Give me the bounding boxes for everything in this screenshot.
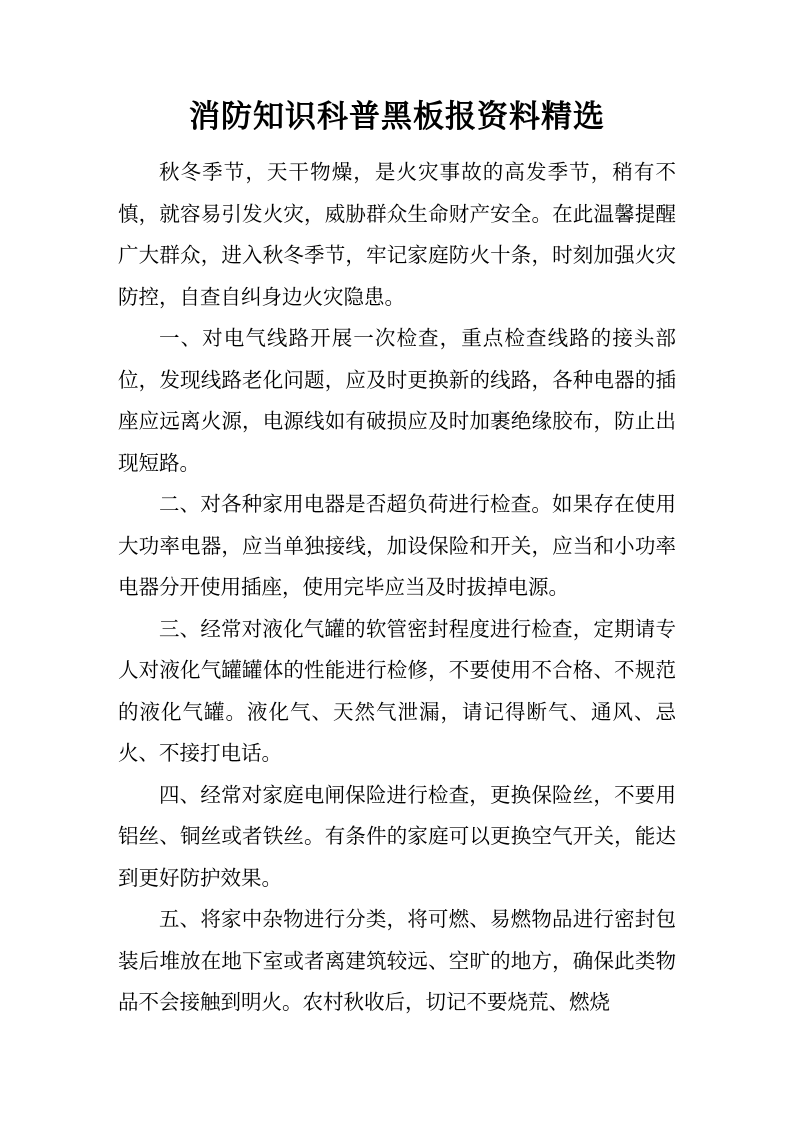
document-title: 消防知识科普黑板报资料精选 <box>189 99 605 135</box>
item-5-paragraph: 五、将家中杂物进行分类，将可燃、易燃物品进行密封包装后堆放在地下室或者离建筑较远、空旷的地方，确保此类物品不会接触到明火。农村秋收后，切记不要烧荒、燃烧 <box>118 907 676 1014</box>
item-2-paragraph: 二、对各种家用电器是否超负荷进行检查。如果存在使用大功率电器，应当单独接线，加设保险和开关，应当和小功率电器分开使用插座，使用完毕应当及时拔掉电源。 <box>118 492 676 599</box>
item-3-paragraph: 三、经常对液化气罐的软管密封程度进行检查，定期请专人对液化气罐罐体的性能进行检修，不要使用不合格、不规范的液化气罐。液化气、天然气泄漏，请记得断气、通风、忌火、不接打电话。 <box>118 616 676 765</box>
item-1-paragraph: 一、对电气线路开展一次检查，重点检查线路的接头部位，发现线路老化问题，应及时更换新的线路，各种电器的插座应远离火源，电源线如有破损应及时加裹绝缘胶布，防止出现短路。 <box>118 326 676 475</box>
item-4-paragraph: 四、经常对家庭电闸保险进行检查，更换保险丝，不要用铝丝、铜丝或者铁丝。有条件的家庭可以更换空气开关，能达到更好防护效果。 <box>118 782 676 890</box>
document-body <box>118 152 676 1024</box>
intro-paragraph: 秋冬季节，天干物燥，是火灾事故的高发季节，稍有不慎，就容易引发火灾，威胁群众生命财产安全。在此温馨提醒广大群众，进入秋冬季节，牢记家庭防火十条，时刻加强火灾防控，自查自纠身边火灾隐患。 <box>118 160 676 309</box>
